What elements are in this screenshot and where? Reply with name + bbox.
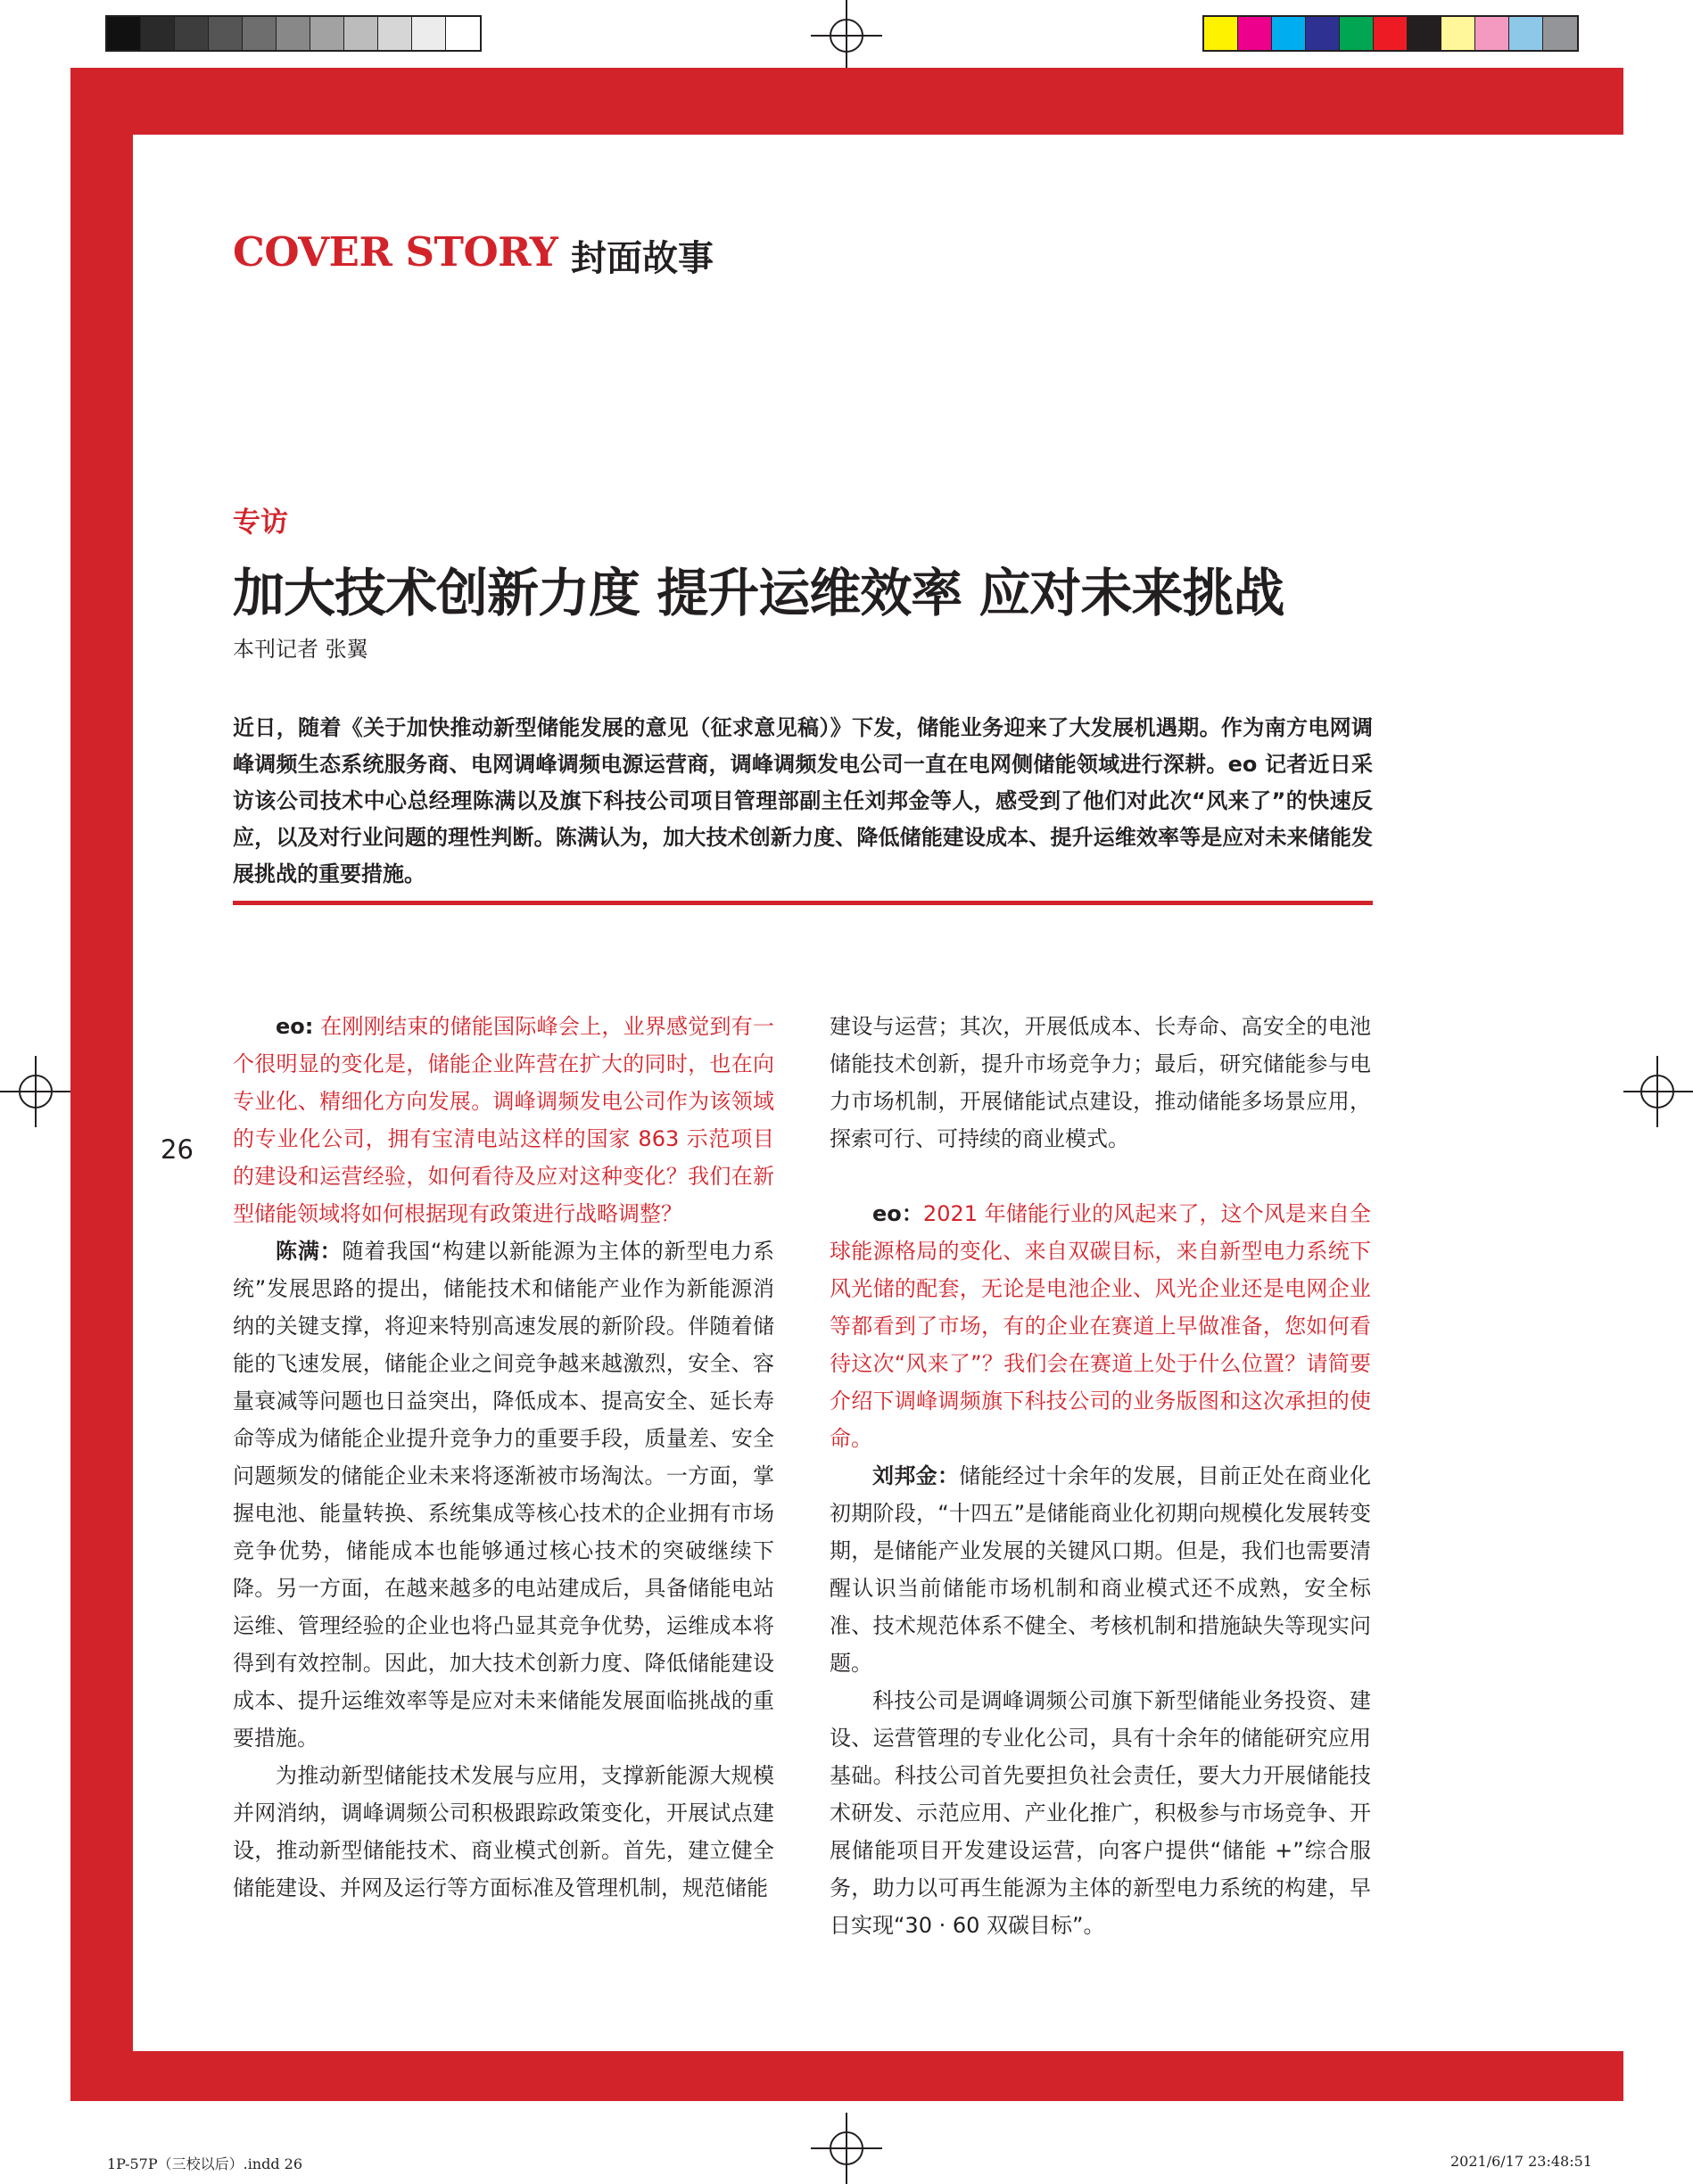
color-swatch xyxy=(1204,17,1238,50)
answer-paragraph xyxy=(830,1457,1371,1682)
answer-paragraph: 为推动新型储能技术发展与应用，支撑新能源大规模并网消纳，调峰调频公司积极跟踪政策变化，开展试点建设，推动新型储能技术、商业模式创新。首先，建立健全储能建设、并网及运行等方面标准及管理机制，规范储能 xyxy=(233,1763,774,1900)
interviewee-tag: 陈满： xyxy=(276,1239,343,1264)
color-calibration-bar xyxy=(1202,15,1579,52)
color-swatch xyxy=(1306,17,1340,50)
print-slug-file: 1P-57P（三校以后）.indd 26 xyxy=(107,2155,303,2172)
page-number: 26 xyxy=(161,1134,194,1165)
question-paragraph xyxy=(233,1008,774,1232)
question-text: 2021 年储能行业的风起来了，这个风是来自全球能源格局的变化、来自双碳目标，来自新型电力系统下风光储的配套，无论是电池企业、风光企业还是电网企业等都看到了市场，有的企业在赛道上早做准备，您如何看待这次“风来了”？我们会在赛道上处于什么位置？请简要介绍下调峰调频旗下科技公司的业务版图和这次承担的使命。 xyxy=(830,1201,1371,1451)
grey-swatch xyxy=(107,17,141,50)
body-column-left xyxy=(233,1008,774,1907)
color-swatch xyxy=(1543,17,1577,50)
grey-swatch xyxy=(175,17,209,50)
grey-swatch xyxy=(310,17,344,50)
article-lead: 近日，随着《关于加快推动新型储能发展的意见（征求意见稿）》下发，储能业务迎来了大发展机遇期。作为南方电网调峰调频生态系统服务商、电网调峰调频电源运营商，调峰调频发电公司一直在电网侧储能领域进行深耕。eo 记者近日采访该公司技术中心总经理陈满以及旗下科技公司项目管理部副主任刘邦金等人，感受到了他们对此次“风来了”的快速反应，以及对行业问题的理性判断。陈满认为，加大技术创新力度、降低储能建设成本、提升运维效率等是应对未来储能发展挑战的重要措施。 xyxy=(233,715,1373,886)
color-swatch xyxy=(1238,17,1272,50)
article-byline: 本刊记者 张翼 xyxy=(233,637,368,662)
color-swatch xyxy=(1408,17,1441,50)
lead-divider xyxy=(233,901,1373,905)
grey-swatch xyxy=(344,17,378,50)
grey-swatch xyxy=(277,17,310,50)
grey-swatch xyxy=(412,17,446,50)
registration-mark-top xyxy=(811,0,882,71)
grey-swatch xyxy=(141,17,175,50)
registration-mark-right xyxy=(1622,1056,1693,1127)
body-column-right xyxy=(830,1008,1371,1944)
color-swatch xyxy=(1475,17,1509,50)
section-label-chinese: 封面故事 xyxy=(571,238,714,279)
answer-paragraph: 科技公司是调峰调频公司旗下新型储能业务投资、建设、运营管理的专业化公司，具有十余年的储能研究应用基础。科技公司首先要担负社会责任，要大力开展储能技术研发、示范应用、产业化推广，积极参与市场竞争、开展储能项目开发建设运营，向客户提供“储能 +”综合服务，助力以可再生能源为主体的新型电力系统的构建，早日实现“30 · 60 双碳目标”。 xyxy=(830,1688,1371,1938)
paragraph-gap xyxy=(830,1158,1371,1195)
registration-mark-left xyxy=(0,1056,71,1127)
color-swatch xyxy=(1374,17,1408,50)
color-swatch xyxy=(1441,17,1475,50)
question-text: 在刚刚结束的储能国际峰会上，业界感觉到有一个很明显的变化是，储能企业阵营在扩大的同时，也在向专业化、精细化方向发展。调峰调频发电公司作为该领域的专业化公司，拥有宝清电站这样的国家 863 示范项目的建设和运营经验，如何看待及应对这种变化？我们在新型储能领域将如何根据现有政策进行战略调整？ xyxy=(233,1014,774,1226)
grey-calibration-bar xyxy=(105,15,482,52)
interviewer-tag: eo: xyxy=(276,1014,314,1039)
answer-text: 随着我国“构建以新能源为主体的新型电力系统”发展思路的提出，储能技术和储能产业作为新能源消纳的关键支撑，将迎来特别高速发展的新阶段。伴随着储能的飞速发展，储能企业之间竞争越来越激烈，安全、容量衰减等问题也日益突出，降低成本、提高安全、延长寿命等成为储能企业提升竞争力的重要手段，质量差、安全问题频发的储能企业未来将逐渐被市场淘汰。一方面，掌握电池、能量转换、系统集成等核心技术的企业拥有市场竞争优势，储能成本也能够通过核心技术的突破继续下降。另一方面，在越来越多的电站建成后，具备储能电站运维、管理经验的企业也将凸显其竞争优势，运维成本将得到有效控制。因此，加大技术创新力度、降低储能建设成本、提升运维效率等是应对未来储能发展面临挑战的重要措施。 xyxy=(233,1239,774,1751)
article-kicker: 专访 xyxy=(233,507,288,539)
color-swatch xyxy=(1509,17,1543,50)
answer-paragraph xyxy=(233,1232,774,1757)
grey-swatch xyxy=(243,17,277,50)
question-paragraph xyxy=(830,1195,1371,1457)
section-label-english: COVER STORY xyxy=(233,228,558,276)
grey-swatch xyxy=(378,17,412,50)
interviewee-tag: 刘邦金： xyxy=(872,1463,960,1488)
color-swatch xyxy=(1340,17,1374,50)
registration-mark-bottom xyxy=(811,2113,882,2184)
print-slug-datetime: 2021/6/17 23:48:51 xyxy=(1450,2153,1592,2170)
answer-paragraph-continued: 建设与运营；其次，开展低成本、长寿命、高安全的电池储能技术创新，提升市场竞争力；最后，研究储能参与电力市场机制，开展储能试点建设，推动储能多场景应用，探索可行、可持续的商业模式。 xyxy=(830,1014,1371,1151)
interviewer-tag: eo： xyxy=(872,1201,923,1226)
grey-swatch xyxy=(446,17,480,50)
article-title: 加大技术创新力度 提升运维效率 应对未来挑战 xyxy=(233,563,1284,623)
answer-text: 储能经过十余年的发展，目前正处在商业化初期阶段，“十四五”是储能商业化初期向规模化发展转变期，是储能产业发展的关键风口期。但是，我们也需要清醒认识当前储能市场机制和商业模式还不成熟，安全标准、技术规范体系不健全、考核机制和措施缺失等现实问题。 xyxy=(830,1463,1372,1676)
color-swatch xyxy=(1272,17,1306,50)
grey-swatch xyxy=(209,17,243,50)
